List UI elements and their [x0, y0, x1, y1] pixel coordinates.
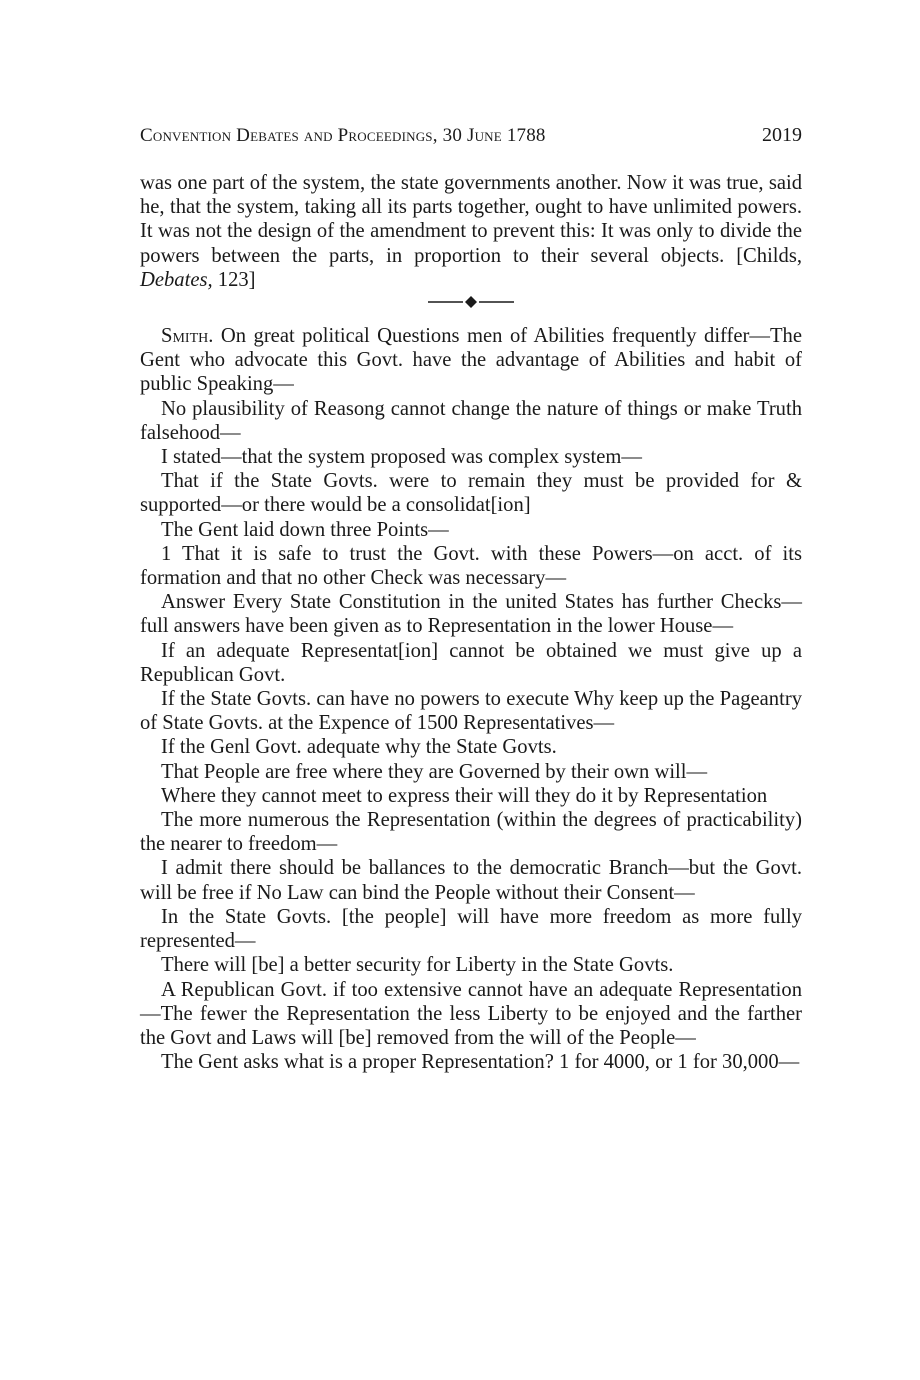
speech-paragraph: If the Genl Govt. adequate why the State Govts.: [161, 736, 557, 759]
diamond-rule-ornament-icon: [428, 295, 514, 309]
speech-paragraph-text: On great political Questions men of Abilities frequently differ—The Gent who advocate this Govt. have the advantage of Abilities and habit of public Speaking—: [140, 325, 802, 396]
speech-paragraph: In the State Govts. [the people] will have more freedom as more fully represented—: [140, 905, 802, 953]
speech-paragraph: That People are free where they are Governed by their own will—: [161, 760, 708, 783]
citation-page: 123]: [212, 268, 256, 291]
speech-paragraph: The Gent asks what is a proper Representation? 1 for 4000, or 1 for 30,000—: [161, 1051, 800, 1074]
speech-paragraph: A Republican Govt. if too extensive cannot have an adequate Representation—The fewer the Representation the less Liberty to be enjoyed and the farther the Govt and Laws will [be] removed from the will of the People—: [140, 978, 802, 1049]
speech-paragraph: Where they cannot meet to express their will they do it by Representation: [161, 784, 768, 807]
body-text: [140, 171, 802, 1074]
speech-paragraph: If an adequate Representat[ion] cannot be obtained we must give up a Republican Govt.: [140, 639, 802, 686]
speech-paragraph: The more numerous the Representation (within the degrees of practicability) the nearer to freedom—: [140, 809, 802, 856]
speech-paragraph: I admit there should be ballances to the democratic Branch—but the Govt. will be free if No Law can bind the People without their Consent—: [140, 857, 802, 904]
page-number: 2019: [762, 124, 802, 146]
continuation-paragraph: [140, 171, 802, 292]
continuation-text: was one part of the system, the state governments another. Now it was true, said he, that the system, taking all its parts together, ought to have unlimited powers. It was not the design of the amendment to prevent this: It was only to divide the powers between the parts, in proportion to their several objects. [Childs,: [140, 172, 802, 267]
speech-paragraph: There will [be] a better security for Liberty in the State Govts.: [161, 954, 674, 977]
section-ornament: [140, 295, 802, 309]
speech-paragraph-first: [140, 324, 802, 397]
speech-paragraph: I stated—that the system proposed was complex system—: [161, 446, 643, 469]
document-page: [140, 122, 802, 1074]
running-title: Convention Debates and Proceedings, 30 June 1788: [140, 125, 546, 146]
speech-paragraph: Answer Every State Constitution in the united States has further Checks—full answers have been given as to Representation in the lower House—: [140, 591, 802, 638]
speech-paragraph: That if the State Govts. were to remain they must be provided for & supported—or there would be a consolidat[ion]: [140, 470, 802, 517]
speech-paragraph: No plausibility of Reasong cannot change the nature of things or make Truth falsehood—: [140, 397, 802, 444]
speech-paragraph: If the State Govts. can have no powers to execute Why keep up the Pageantry of State Govts. at the Expence of 1500 Representatives—: [140, 688, 802, 735]
citation-title: Debates,: [140, 268, 213, 291]
speech-paragraph: The Gent laid down three Points—: [161, 518, 449, 541]
speech-paragraph: 1 That it is safe to trust the Govt. with these Powers—on acct. of its formation and that no other Check was necessary—: [140, 542, 802, 590]
running-head: [140, 122, 802, 149]
speaker-name: Smith.: [161, 325, 214, 348]
